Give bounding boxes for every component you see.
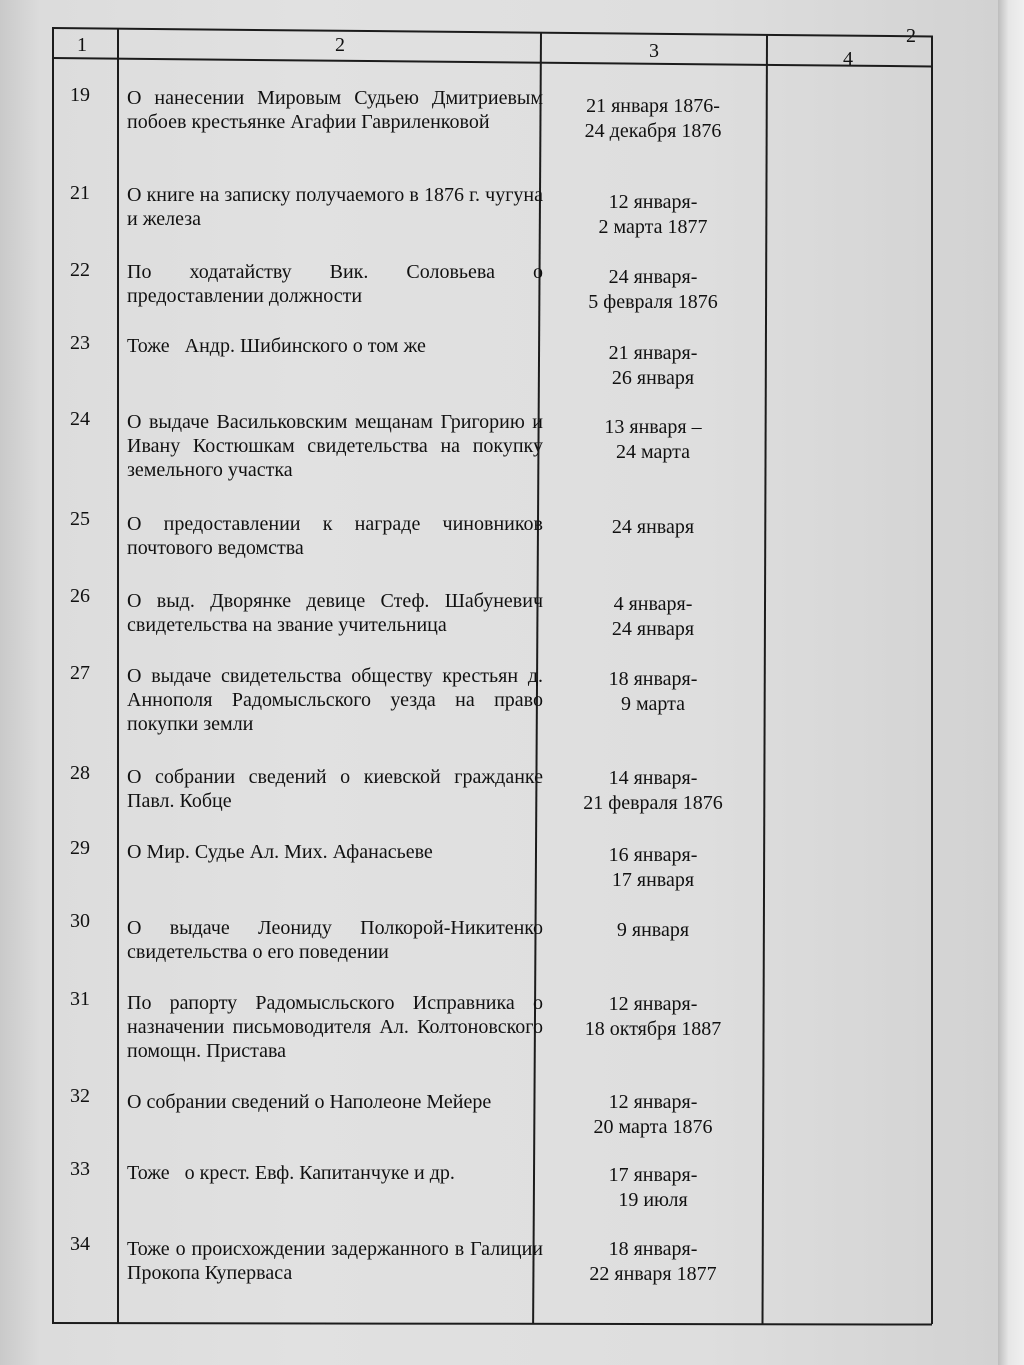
row-number: 31: [70, 988, 90, 1010]
case-dates: 18 января- 22 января 1877: [589, 1238, 717, 1285]
case-title: О выдаче Леониду Полкорой-Никитенко свидетельства о его поведении: [127, 917, 543, 963]
table-left-border: [52, 27, 54, 1324]
page-edge: [998, 0, 1024, 1365]
case-title: Тоже о происхождении задержанного в Галиции Прокопа Куперваса: [127, 1238, 543, 1284]
row-number: 29: [70, 837, 90, 859]
case-title: По рапорту Радомысльского Исправника о назначении письмоводителя Ал. Колтоновского помощн. Пристава: [127, 992, 543, 1062]
case-title: Тоже о крест. Евф. Капитанчуке и др.: [127, 1162, 455, 1184]
header-col-4: 4: [843, 48, 853, 70]
case-dates: 21 января 1876- 24 декабря 1876: [584, 95, 722, 142]
case-title: О выдаче Васильковским мещанам Григорию и Ивану Костюшкам свидетельства на покупку земельного участка: [127, 411, 543, 481]
case-title: По ходатайству Вик. Соловьева о предоставлении должности: [127, 261, 543, 307]
row-number: 25: [70, 508, 90, 530]
column-divider-1: [117, 28, 119, 1324]
case-dates: 24 января- 5 февраля 1876: [588, 266, 718, 313]
table-top-border: [52, 27, 933, 37]
row-number: 30: [70, 910, 90, 932]
table-header-divider: [52, 57, 933, 67]
row-number: 24: [70, 408, 90, 430]
row-number: 33: [70, 1158, 90, 1180]
case-dates: 4 января- 24 января: [611, 593, 695, 640]
case-dates: 18 января- 9 марта: [608, 668, 698, 715]
header-col-1: 1: [77, 34, 87, 56]
case-title: О Мир. Судье Ал. Мих. Афанасьеве: [127, 841, 433, 863]
column-divider-3: [762, 35, 768, 1324]
case-dates: 12 января- 2 марта 1877: [598, 191, 708, 238]
table-bottom-border: [52, 1322, 932, 1326]
case-dates: 21 января- 26 января: [608, 342, 698, 389]
row-number: 34: [70, 1233, 90, 1255]
row-number: 28: [70, 762, 90, 784]
case-dates: 14 января- 21 февраля 1876: [583, 767, 723, 814]
case-title: О предоставлении к награде чиновников почтового ведомства: [127, 513, 543, 559]
case-title: О собрании сведений о киевской гражданке Павл. Кобце: [127, 766, 543, 812]
case-dates: 24 января: [611, 516, 695, 538]
row-number: 23: [70, 332, 90, 354]
case-dates: 16 января- 17 января: [608, 844, 698, 891]
case-dates: 9 января: [616, 919, 690, 941]
case-dates: 12 января- 18 октября 1887: [584, 993, 722, 1040]
row-number: 22: [70, 259, 90, 281]
row-number: 19: [70, 84, 90, 106]
row-number: 26: [70, 585, 90, 607]
case-title: О книге на записку получаемого в 1876 г. чугуна и железа: [127, 184, 543, 230]
case-dates: 13 января – 24 марта: [604, 416, 702, 463]
case-dates: 12 января- 20 марта 1876: [593, 1091, 713, 1138]
row-number: 32: [70, 1085, 90, 1107]
table-right-border: [931, 36, 933, 1324]
header-col-2: 2: [335, 34, 345, 56]
case-title: Тоже Андр. Шибинского о том же: [127, 335, 426, 357]
row-number: 27: [70, 662, 90, 684]
header-col-3: 3: [649, 40, 659, 62]
row-number: 21: [70, 182, 90, 204]
case-title: О выдаче свидетельства обществу крестьян д. Аннополя Радомысльского уезда на право покупки земли: [127, 665, 543, 735]
case-title: О нанесении Мировым Судьею Дмитриевым побоев крестьянке Агафии Гавриленковой: [127, 87, 543, 133]
case-title: О собрании сведений о Наполеоне Мейере: [127, 1091, 492, 1113]
case-dates: 17 января- 19 июля: [608, 1164, 698, 1211]
case-title: О выд. Дворянке девице Стеф. Шабуневич свидетельства на звание учительница: [127, 590, 543, 636]
